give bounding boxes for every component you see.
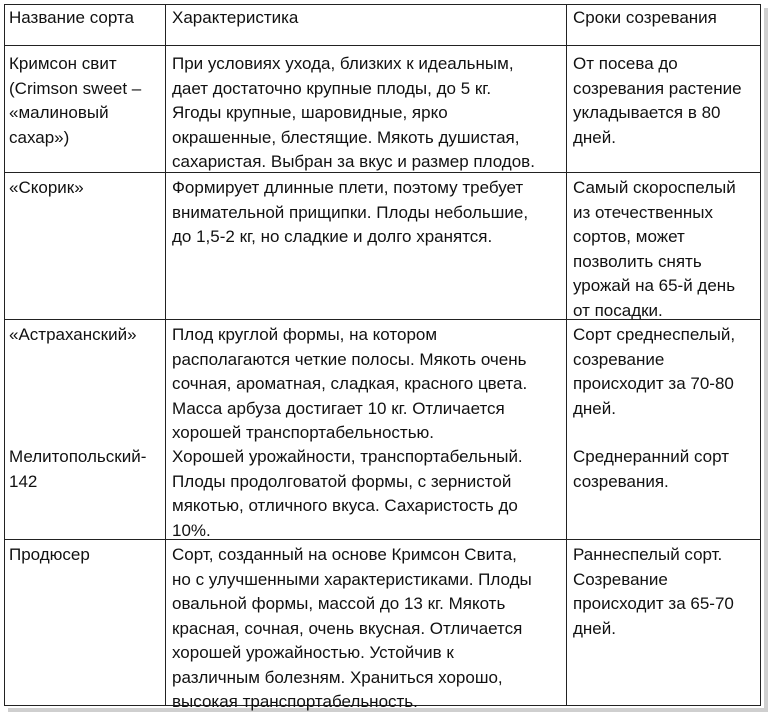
table-cell-ripening: От посева до созревания растение укладывается в 80 дней.	[573, 54, 742, 147]
column-divider	[165, 5, 166, 705]
header-ripening: Сроки созревания	[573, 8, 717, 27]
table-cell-ripening: Раннеспелый сорт. Созревание происходит за 65-70 дней.	[573, 545, 734, 638]
table-cell-characteristic: Сорт, созданный на основе Кримсон Свита, но с улучшенными характеристиками. Плоды овальной формы, массой до 13 кг. Мякоть красная, сочная, очень вкусная. Отличается хорошей урожайностью. Устойчив к различным болезням. Храниться хорошо, высокая транспортабельность.	[172, 545, 532, 711]
table-cell-variety: Кримсон свит (Crimson sweet – «малиновый сахар»)	[9, 54, 142, 147]
table-cell-variety: «Скорик»	[9, 178, 84, 197]
varieties-table	[4, 4, 761, 711]
table-cell-ripening: Среднеранний сорт созревания.	[573, 447, 729, 491]
column-divider	[566, 5, 567, 705]
header-characteristic: Характеристика	[172, 8, 299, 27]
table-cell-variety: «Астраханский»	[9, 325, 137, 344]
table-cell-characteristic: При условиях ухода, близких к идеальным, дает достаточно крупные плоды, до 5 кг. Ягоды крупные, шаровидные, ярко окрашенные, блестящие. Мякоть душистая, сахаристая. Выбран за вкус и размер плодов.	[172, 54, 535, 171]
table-cell-characteristic: Плод круглой формы, на котором располагаются четкие полосы. Мякоть очень сочная, ароматная, сладкая, красного цвета. Масса арбуза достигает 10 кг. Отличается хорошей транспортабельностью.	[172, 325, 528, 442]
header-variety: Название сорта	[9, 8, 134, 27]
table-cell-ripening: Сорт среднеспелый, созревание происходит за 70-80 дней.	[573, 325, 736, 418]
table-cell-characteristic: Формирует длинные плети, поэтому требует внимательной прищипки. Плоды небольшие, до 1,5-2 кг, но сладкие и долго хранятся.	[172, 178, 529, 246]
table-cell-characteristic: Хорошей урожайности, транспортабельный. Плоды продолговатой формы, с зернистой мякотью, отличного вкуса. Сахаристость до 10%.	[172, 447, 523, 540]
table-cell-variety: Продюсер	[9, 545, 90, 564]
table-cell-variety: Мелитопольский- 142	[9, 447, 147, 491]
row-divider	[5, 45, 760, 46]
table-cell-ripening: Самый скороспелый из отечественных сортов, может позволить снять урожай на 65-й день от посадки.	[573, 178, 736, 320]
page-shadow-right	[764, 8, 768, 710]
